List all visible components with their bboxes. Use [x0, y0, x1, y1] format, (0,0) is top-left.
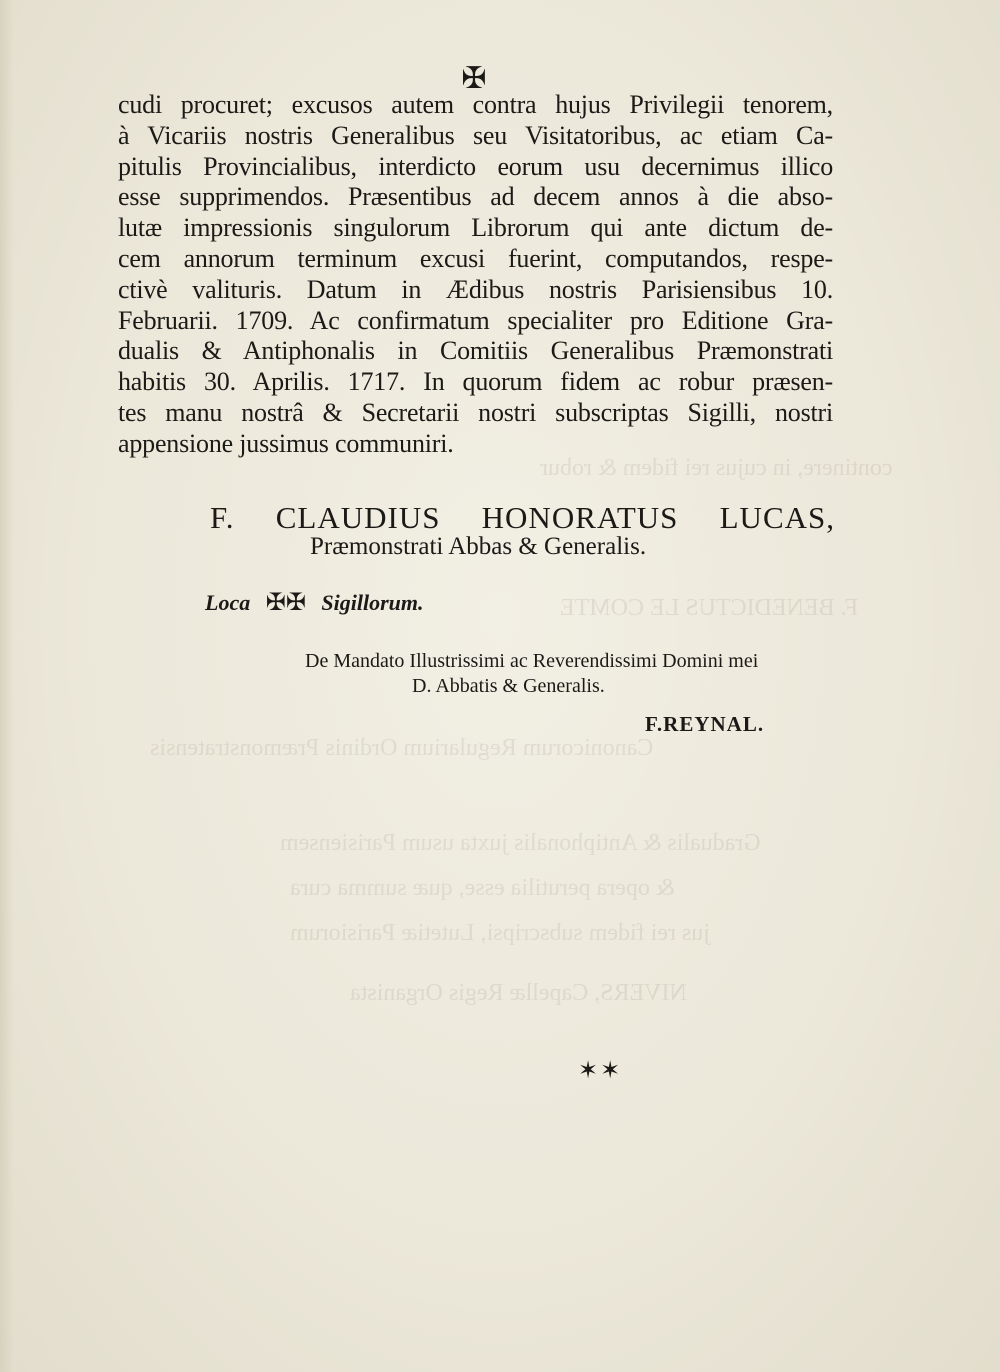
bleed-through-text: Gradualis & Antiphonalis juxta usum Parisiensem — [280, 830, 761, 856]
text-line: pitulis Provincialibus, interdicto eorum usu decernimus illico — [118, 151, 833, 181]
cross-ornament-icon: ✠ — [461, 62, 487, 95]
bleed-through-text: F. BENEDICTUS LE COMTE — [560, 595, 859, 621]
page-edge-shadow — [0, 0, 14, 1372]
seal-word-left: Loca — [205, 590, 251, 615]
seal-line — [205, 588, 424, 617]
text-line: cem annorum terminum excusi fuerint, computandos, respe- — [118, 243, 833, 273]
text-line: cudi procuret; excusos autem contra hujus Privilegii tenorem, — [118, 90, 833, 119]
seal-word-right: Sigillorum. — [321, 590, 424, 615]
privilege-body-text — [118, 90, 833, 460]
mandate-line-1: De Mandato Illustrissimi ac Reverendissimi Domini mei — [305, 650, 759, 672]
bleed-through-text: NIVERS, Capellæ Regis Organista — [350, 980, 687, 1006]
text-line: ctivè valituris. Datum in Ædibus nostris Parisiensibus 10. — [118, 274, 833, 304]
text-line: dualis & Antiphonalis in Comitiis Generalibus Præmonstrati — [118, 336, 833, 366]
text-line: lutæ impressionis singulorum Librorum qui ante dictum de- — [118, 213, 833, 243]
text-line: à Vicariis nostris Generalibus seu Visitatoribus, ac etiam Ca- — [118, 120, 833, 150]
text-line: habitis 30. Aprilis. 1717. In quorum fidem ac robur præsen- — [118, 367, 833, 397]
mandate-line-2: D. Abbatis & Generalis. — [412, 675, 605, 697]
text-line: esse supprimendos. Præsentibus ad decem annos à die abso- — [118, 182, 833, 212]
secretary-signature: F.REYNAL. — [645, 712, 765, 736]
signature-mark: ✶✶ — [578, 1058, 623, 1084]
signer-title: Præmonstrati Abbas & Generalis. — [310, 533, 647, 560]
text-line: Februarii. 1709. Ac confirmatum specialiter pro Editione Gra- — [118, 305, 833, 335]
seal-cross-icon: ✠✠ — [265, 590, 306, 616]
bleed-through-text: Canonicorum Regularium Ordinis Præmonstratensis — [150, 735, 654, 761]
signer-name: F. CLAUDIUS HONORATUS LUCAS, — [210, 500, 835, 535]
bleed-through-text: continere, in cujus rei fidem & robur — [540, 455, 893, 481]
bleed-through-text: & opera perutilia esse, quæ summa cura — [290, 875, 675, 901]
bleed-through-text: jus rei fidem subscripsi, Lutetiæ Parisiorum — [290, 920, 710, 946]
text-line: appensione jussimus communiri. — [118, 428, 454, 458]
text-line: tes manu nostrâ & Secretarii nostri subscriptas Sigilli, nostri — [118, 397, 833, 427]
